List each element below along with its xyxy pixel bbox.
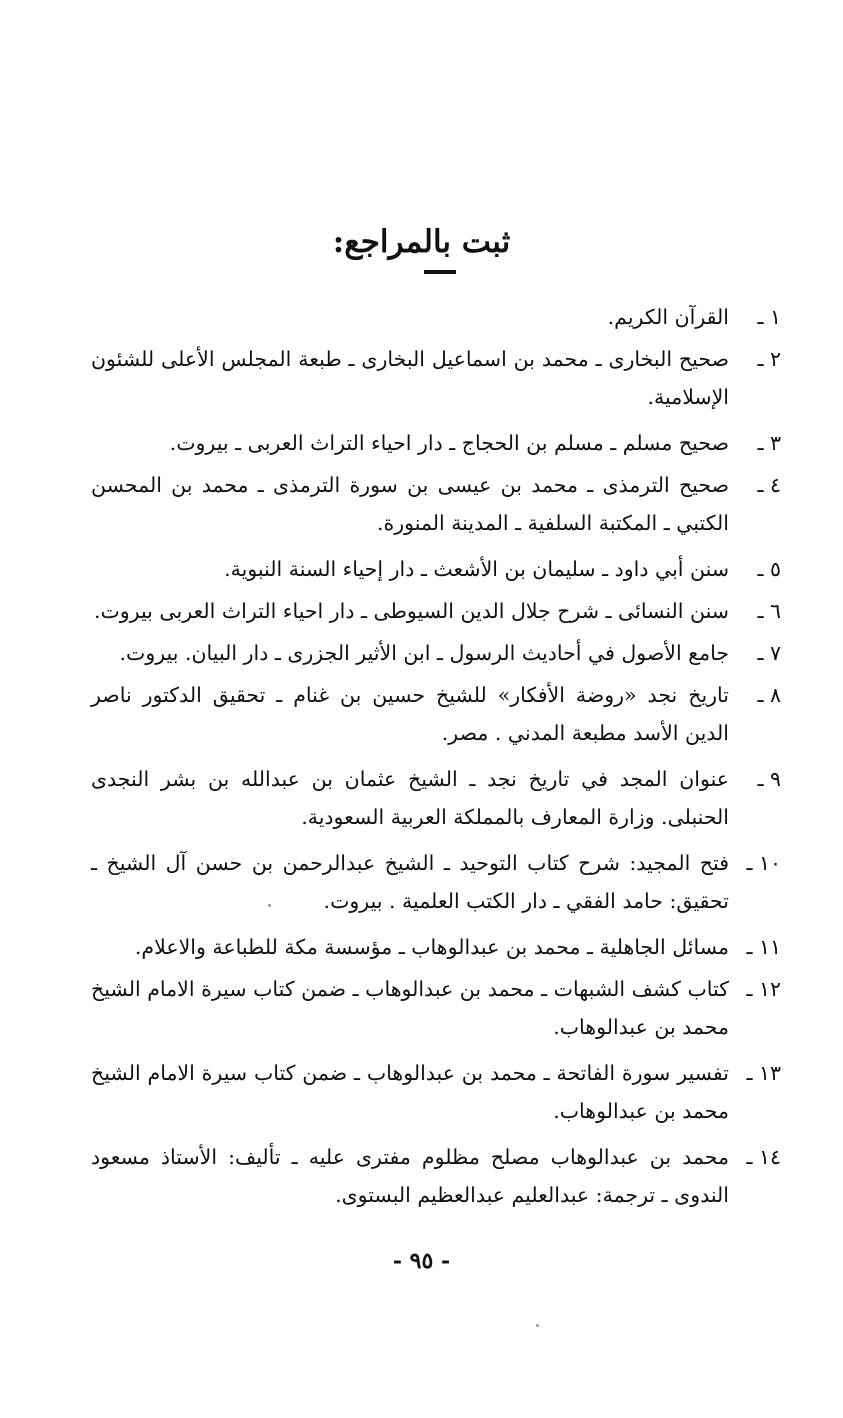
reference-text: مسائل الجاهلية ـ محمد بن عبدالوهاب ـ مؤسسة مكة للطباعة والاعلام. [134,935,729,959]
reference-number: ١١ ـ [746,935,781,959]
reference-text: تفسير سورة الفاتحة ـ محمد بن عبدالوهاب ـ ضمن كتاب سيرة الامام الشيخ محمد بن عبدالوهاب. [91,1061,729,1123]
reference-text: فتح المجيد: شرح كتاب التوحيد ـ الشيخ عبدالرحمن بن حسن آل الشيخ ـ تحقيق: حامد الفقي ـ دار الكتب العلمية . بيروت. [91,851,729,913]
reference-item [91,676,781,752]
reference-item [91,970,781,1046]
reference-item [91,928,781,966]
page-number: - ٩٥ - [392,1248,451,1274]
reference-text: سنن النسائى ـ شرح جلال الدين السيوطى ـ دار احياء التراث العربى بيروت. [93,599,729,623]
reference-number: ٣ ـ [757,431,781,455]
print-speck [268,904,271,907]
reference-number: ٤ ـ [757,473,781,497]
reference-number: ١٣ ـ [746,1061,781,1085]
reference-number: ١٢ ـ [746,977,781,1001]
reference-item [91,550,781,588]
reference-item [91,634,781,672]
reference-text: صحيح مسلم ـ مسلم بن الحجاج ـ دار احياء التراث العربى ـ بيروت. [169,431,729,455]
reference-text: كتاب كشف الشبهات ـ محمد بن عبدالوهاب ـ ضمن كتاب سيرة الامام الشيخ محمد بن عبدالوهاب. [91,977,729,1039]
reference-item [91,592,781,630]
title-underline [424,270,456,274]
reference-text: عنوان المجد في تاريخ نجد ـ الشيخ عثمان بن عبدالله بن بشر النجدى الحنبلى. وزارة المعارف بالمملكة العربية السعودية. [91,767,729,829]
reference-number: ٨ ـ [757,683,781,707]
reference-text: محمد بن عبدالوهاب مصلح مظلوم مفترى عليه ـ تأليف: الأستاذ مسعود الندوى ـ ترجمة: عبدالعليم عبدالعظيم البستوى. [91,1145,729,1207]
reference-item [91,760,781,836]
reference-item [91,844,781,920]
page-title: ثبت بالمراجع: [332,224,511,260]
references-list [91,298,781,1222]
reference-text: صحيح البخارى ـ محمد بن اسماعيل البخارى ـ طبعة المجلس الأعلى للشئون الإسلامية. [91,347,729,409]
reference-number: ٥ ـ [757,557,781,581]
print-speck [536,1324,539,1327]
reference-text: صحيح الترمذى ـ محمد بن عيسى بن سورة الترمذى ـ محمد بن المحسن الكتبي ـ المكتبة السلفية ـ المدينة المنورة. [91,473,729,535]
reference-number: ١٤ ـ [746,1145,781,1169]
reference-item [91,424,781,462]
reference-item [91,340,781,416]
reference-item [91,466,781,542]
reference-number: ٢ ـ [757,347,781,371]
reference-item [91,1138,781,1214]
reference-item [91,1054,781,1130]
reference-text: جامع الأصول في أحاديث الرسول ـ ابن الأثير الجزرى ـ دار البيان. بيروت. [119,641,729,665]
reference-number: ٦ ـ [757,599,781,623]
reference-number: ٧ ـ [757,641,781,665]
reference-text: تاريخ نجد «روضة الأفكار» للشيخ حسين بن غنام ـ تحقيق الدكتور ناصر الدين الأسد مطبعة المدني . مصر. [91,683,729,745]
reference-number: ١ ـ [757,305,781,329]
reference-number: ١٠ ـ [746,851,781,875]
reference-number: ٩ ـ [757,767,781,791]
reference-item [91,298,781,336]
reference-text: سنن أبي داود ـ سليمان بن الأشعث ـ دار إحياء السنة النبوية. [224,557,729,581]
reference-text: القرآن الكريم. [607,305,729,329]
